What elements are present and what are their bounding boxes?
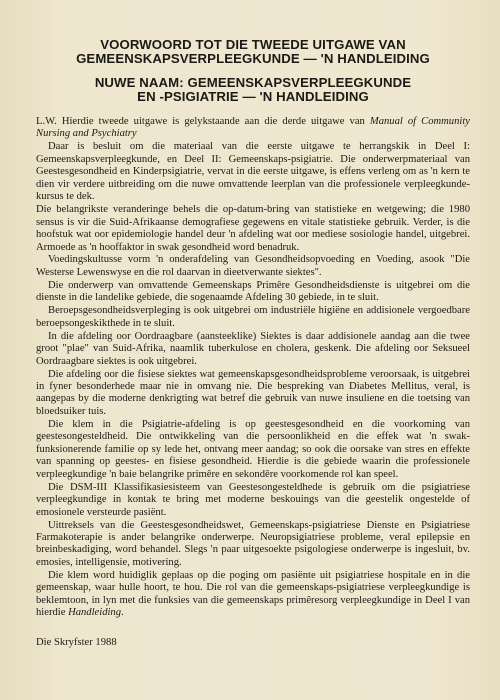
paragraph-10 <box>36 482 470 519</box>
paragraph-text: Die klem in die Psigiatrie-afdeling is op geestesgesondheid en die voorkoming van geestesongesteldheid. Die ontwikkeling van die persoonlikheid en die effek wat 'n swak-funksionerende familie op sy lede het, ontvang meer aandag; so ook die oorsake van stres en effekte van spanning op geestes- en fisiese gesondheid. Hierdie is die gebiede waarin die professionele verpleegkundige 'n baie belangrike primêre en sekondêre voorkomende rol kan speel. <box>36 418 470 480</box>
paragraph-1 <box>36 116 470 141</box>
paragraph-11 <box>36 520 470 570</box>
paragraph-text: Voedingskultusse vorm 'n onderafdeling van Gesondheidsopvoeding en Voeding, asook "Die Westerse Lewenswyse en die rol daarvan in dieetverwante siektes". <box>36 254 470 278</box>
new-name-heading <box>36 76 470 104</box>
book-title-italic: Manual of Community Nursing and Psychiatry <box>36 116 470 140</box>
preface-body <box>36 116 470 620</box>
paragraph-text: Die belangrikste veranderinge behels die op-datum-bring van statistieke en wetgewing; die 1980 sensus is vir die Suid-Afrikaanse demografiese gegewens en vitale statistieke gebruik. Verder, is die hoofstuk wat oor epidemiologie handel deur 'n afdeling wat oor mediese sosiologie handel, uitgebrei. Armoede as 'n hooffaktor in swak gesondheid word benadruk. <box>36 204 470 253</box>
new-name-heading-line-2: EN -PSIGIATRIE — 'N HANDLEIDING <box>137 89 369 104</box>
paragraph-3 <box>36 204 470 254</box>
paragraph-text: Die DSM-III Klassifikasiesisteem van Geestesongesteldhede is gebruik om die psigiatriese verpleegkundige in kontak te bring met moderne beskouings van die geestelik ongestelde of emosionele versteurde pasiënt. <box>36 481 470 518</box>
paragraph-text: Uittreksels van die Geestesgesondheidswet, Gemeenskaps-psigiatriese Dienste en Psigiatriese Farmakoterapie is ander belangrike onderwerpe. Neuropsigiatriese probleme, veral epilepsie en breinbeskadiging, word behandel. Slegs 'n paar uitgesoekte psigologiese onderwerpe is ingesluit, bv. emosies, intelligensie, motivering. <box>36 519 470 568</box>
paragraph-text: Die klem word huidiglik geplaas op die poging om pasiënte uit psigiatriese hospitale en in die gemeenskap, waar hulle hoort, te hou. Die rol van die gemeenskaps-psigiatriese verpleegkundige is beklemtoon, in lyn met die funksies van die gemeenskaps primêresorg verpleegkundige in Deel I van hierdie <box>36 569 470 619</box>
paragraph-6 <box>36 305 470 330</box>
paragraph-text: Daar is besluit om die materiaal van die eerste uitgawe te herrangskik in Deel I: Gemeenskapsverpleegkunde, en Deel II: Gemeenskaps-psigiatrie. Die onderwerpmateriaal van Geestesgesondheid en Kinderpsigiatrie, vervat in die eerste uitgawe, is effens verleng om as 'n kern te dien vir verdere uitbreiding om die nuwe omvattende leerplan van die professionele verpleegkunde-kursus te dek. <box>36 141 470 203</box>
paragraph-text: Beroepsgesondheidsverpleging is ook uitgebrei om industriële higiëne en addisionele vergoedbare beroepsongeskikthede in te sluit. <box>36 305 470 329</box>
author-signature: Die Skryfster 1988 <box>36 636 117 648</box>
paragraph-8 <box>36 369 470 419</box>
paragraph-end-punctuation: . <box>121 607 124 619</box>
paragraph-4 <box>36 254 470 279</box>
paragraph-12 <box>36 570 470 620</box>
preface-heading-line-2: GEMEENSKAPSVERPLEEGKUNDE — 'N HANDLEIDING <box>76 51 430 66</box>
paragraph-text: In die afdeling oor Oordraagbare (aansteeklike) Siektes is daar addisionele aandag aan die twee groot "plae" van Suid-Afrika, naamlik tuberkulose en cholera, geskenk. Die afdeling oor Seksueel Oordraagbare siektes is ook uitgebrei. <box>36 330 470 367</box>
preface-heading <box>36 38 470 66</box>
preface-heading-line-1: VOORWOORD TOT DIE TWEEDE UITGAWE VAN <box>100 37 406 52</box>
paragraph-7 <box>36 331 470 368</box>
paragraph-text: Die afdeling oor die fisiese siektes wat gemeenskapsgesondheidsprobleme veroorsaak, is uitgebrei in fyner besonderhede maar nie in omvang nie. Die bespreking van Diabetes Mellitus, veral, is aangepas by die moderne denkrigting wat betref die gebruik van nuwe insuliene en die toetsing van bloedsuiker tuis. <box>36 368 470 417</box>
paragraph-2 <box>36 141 470 203</box>
new-name-heading-line-1: NUWE NAAM: GEMEENSKAPSVERPLEEGKUNDE <box>94 75 412 90</box>
paragraph-5 <box>36 280 470 305</box>
paragraph-text: L.W. Hierdie tweede uitgawe is gelykstaande aan die derde uitgawe van <box>36 116 370 127</box>
paragraph-9 <box>36 419 470 481</box>
paragraph-text: Die onderwerp van omvattende Gemeenskaps Primêre Gesondheidsdienste is uitgebrei om die dienste in die landelike gebiede, die sogenaamde Afdeling 30 gebiede, in te sluit. <box>36 279 470 304</box>
handleiding-italic: Handleiding <box>68 607 122 619</box>
